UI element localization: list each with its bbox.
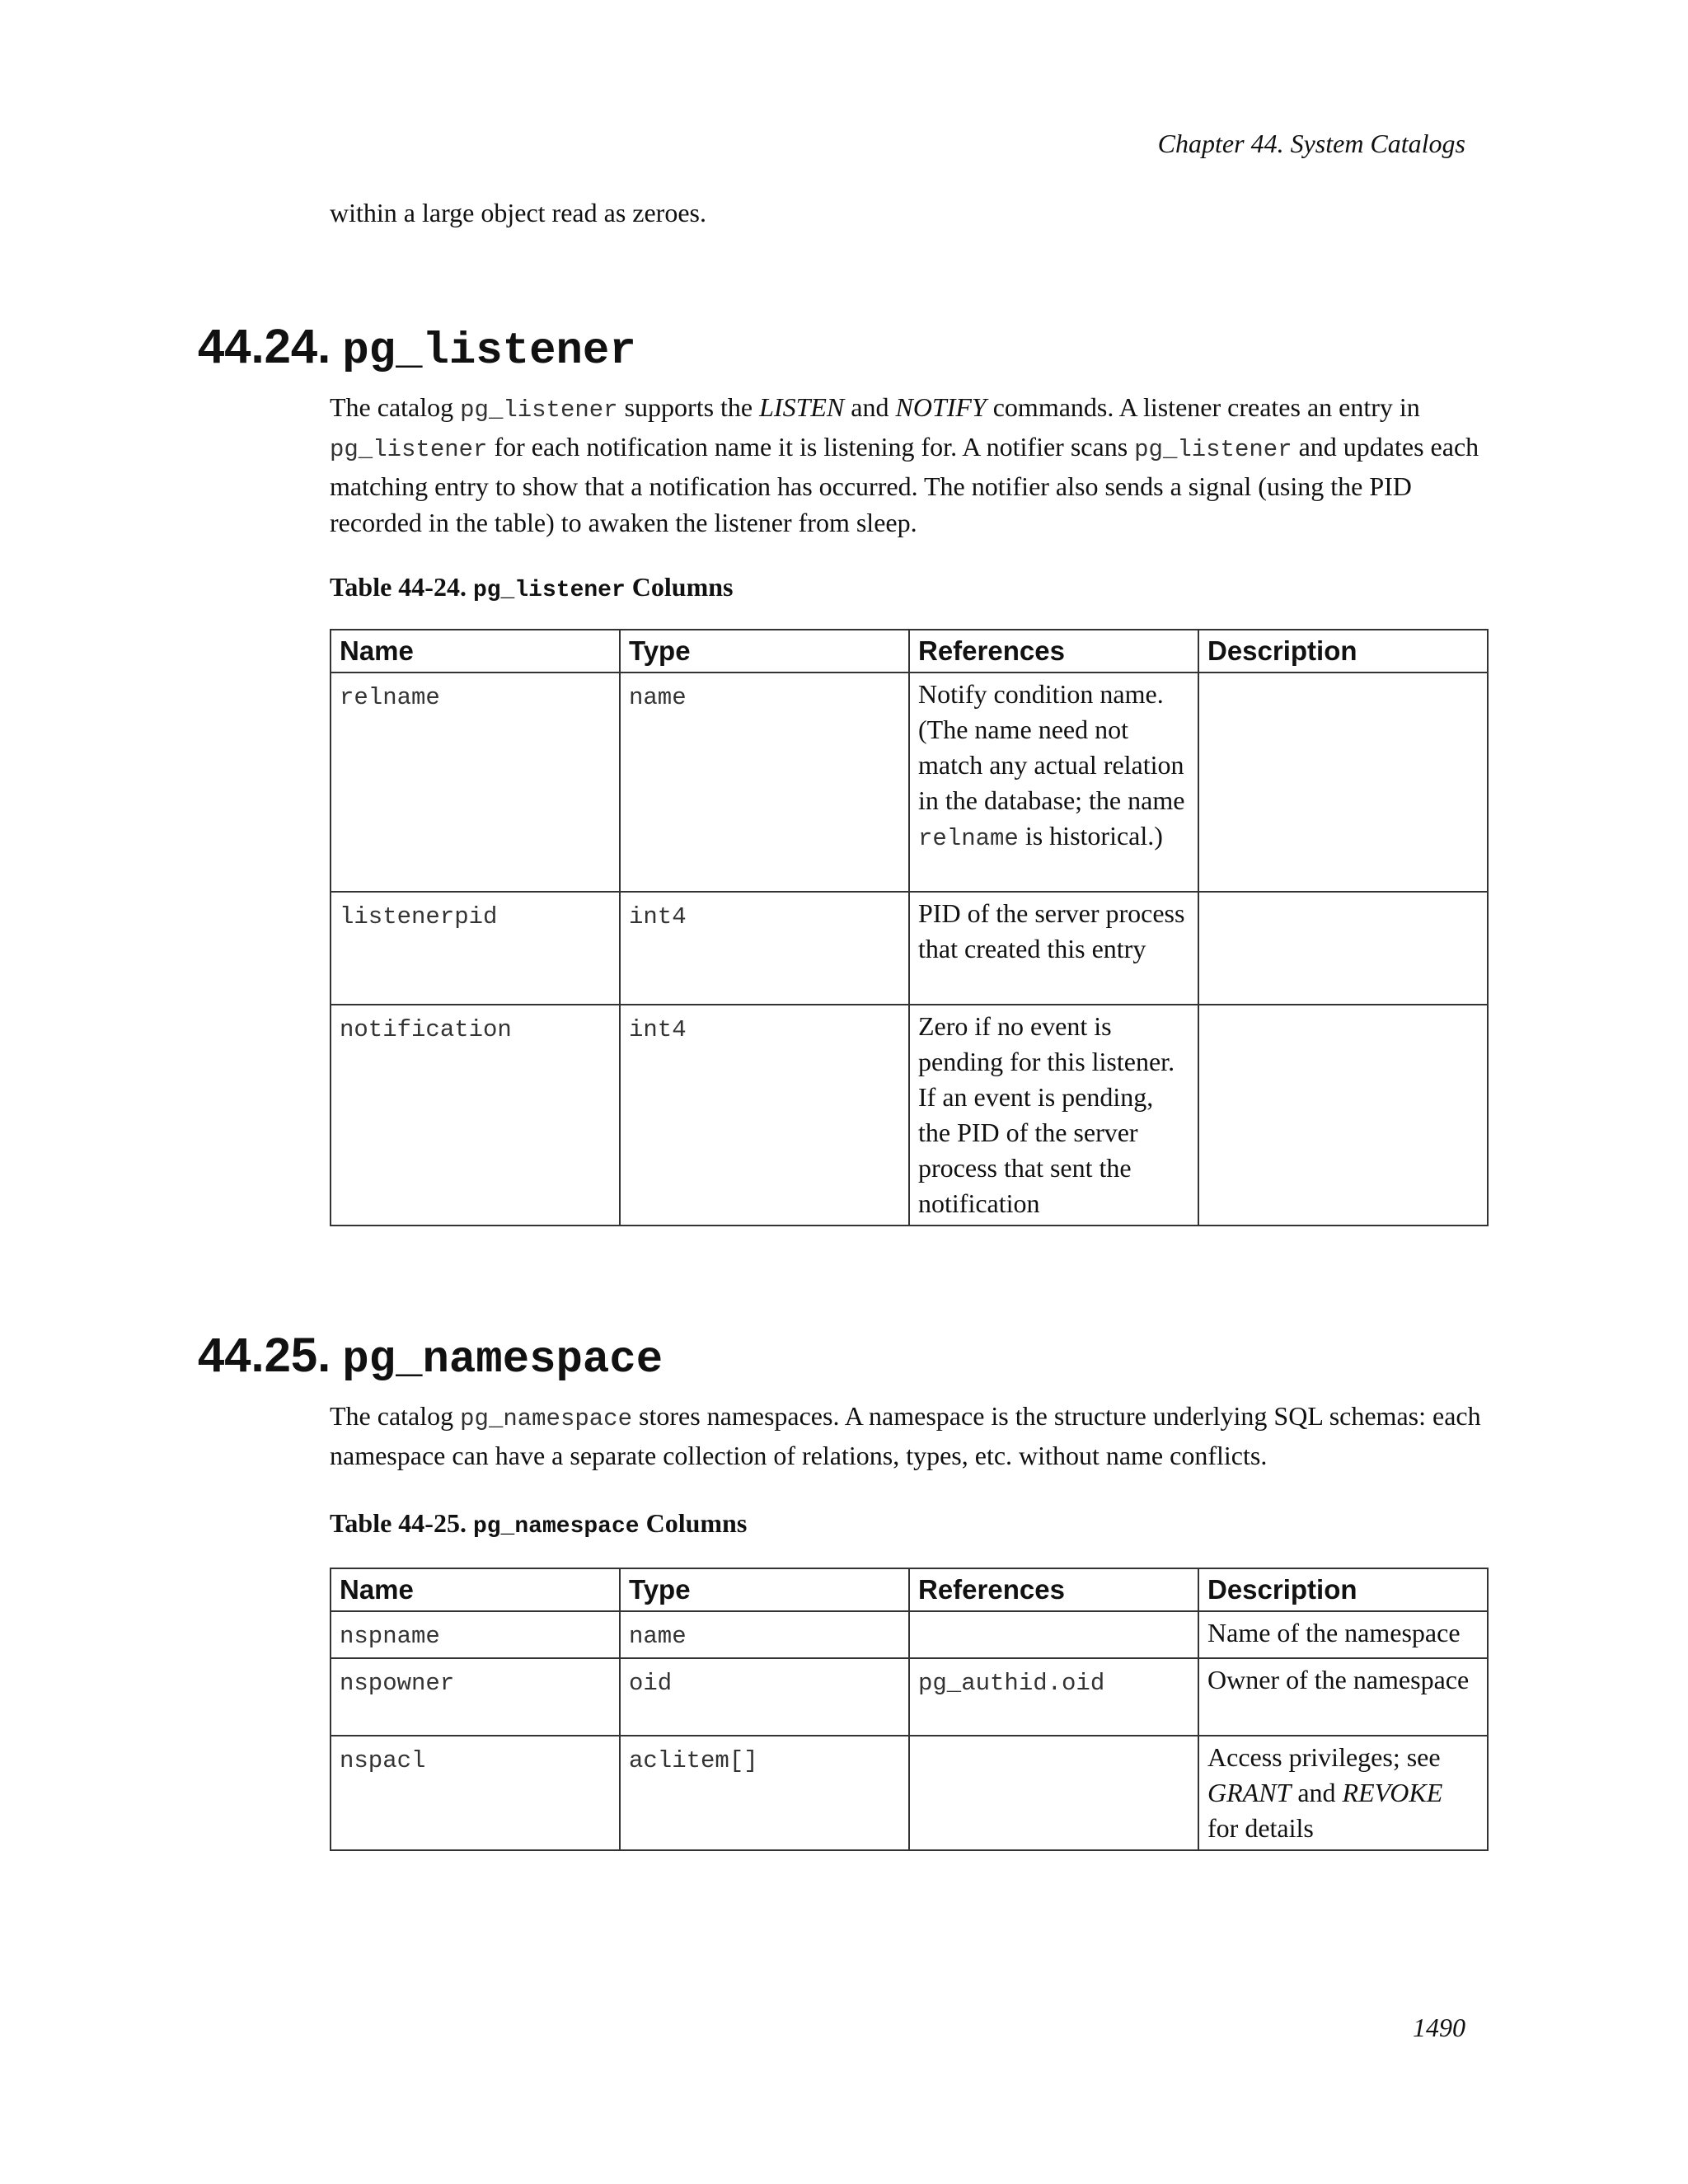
intro-text: within a large object read as zeroes. [330, 198, 706, 227]
cell-references [909, 1611, 1198, 1658]
cell-name: nspowner [331, 1658, 620, 1736]
cell-description: Name of the namespace [1198, 1611, 1488, 1658]
table-row [331, 1005, 1488, 1226]
cell-type: name [620, 1611, 909, 1658]
table-pg-listener [330, 629, 1489, 1226]
column-header-references: References [909, 630, 1198, 673]
inline-code: pg_listener [1134, 436, 1292, 463]
page-number: 1490 [1413, 2013, 1465, 2042]
section-name: pg_namespace [342, 1335, 663, 1385]
inline-code: pg_listener [330, 436, 488, 463]
table-header-row [331, 1568, 1488, 1611]
table-row [331, 673, 1488, 892]
table-header-row [331, 630, 1488, 673]
cell-description [1198, 892, 1488, 1005]
inline-code: pg_namespace [460, 1405, 632, 1432]
cell-name: nspacl [331, 1736, 620, 1850]
cell-type: int4 [620, 1005, 909, 1226]
column-header-type: Type [620, 630, 909, 673]
section-heading-pg-listener [198, 320, 636, 377]
table-pg-namespace [330, 1568, 1489, 1851]
column-header-description: Description [1198, 1568, 1488, 1611]
cell-name: listenerpid [331, 892, 620, 1005]
cell-references [909, 1736, 1198, 1850]
cell-references: PID of the server process that created this entry [909, 892, 1198, 1005]
cell-type: oid [620, 1658, 909, 1736]
column-header-references: References [909, 1568, 1198, 1611]
section-paragraph-pg-namespace: The catalog pg_namespace stores namespaces. A namespace is the structure underlying SQL schemas: each namespace can have a separate collection of relations, types, etc. without name conflicts. [330, 1401, 1481, 1470]
cell-description [1198, 1005, 1488, 1226]
section-paragraph-pg-listener: The catalog pg_listener supports the LISTEN and NOTIFY commands. A listener creates an entry in pg_listener for each notification name it is listening for. A notifier scans pg_listener and updates each matching entry to show that a notification has occurred. The notifier also sends a signal (using the PID recorded in the table) to awaken the listener from sleep. [330, 392, 1479, 537]
table-row [331, 1658, 1488, 1736]
cell-references: pg_authid.oid [909, 1658, 1198, 1736]
table-row [331, 1611, 1488, 1658]
section-number: 44.24. [198, 320, 331, 373]
cell-type: aclitem[] [620, 1736, 909, 1850]
inline-code: pg_listener [460, 396, 618, 424]
cell-references: Zero if no event is pending for this listener. If an event is pending, the PID of the server process that sent the notification [909, 1005, 1198, 1226]
cell-type: int4 [620, 892, 909, 1005]
section-heading-pg-namespace [198, 1329, 663, 1385]
running-header: Chapter 44. System Catalogs [1157, 129, 1465, 158]
column-header-name: Name [331, 630, 620, 673]
command-name: NOTIFY [895, 392, 987, 422]
cell-description [1198, 673, 1488, 892]
section-name: pg_listener [342, 326, 636, 377]
command-name: LISTEN [759, 392, 845, 422]
table-caption-pg-namespace: Table 44-25. pg_namespace Columns [330, 1508, 748, 1540]
cell-type: name [620, 673, 909, 892]
column-header-name: Name [331, 1568, 620, 1611]
cell-name: relname [331, 673, 620, 892]
cell-references: Notify condition name. (The name need not match any actual relation in the database; the name relname is historical.) [909, 673, 1198, 892]
cell-description: Owner of the namespace [1198, 1658, 1488, 1736]
table-row [331, 1736, 1488, 1850]
section-number: 44.25. [198, 1329, 331, 1382]
cell-name: notification [331, 1005, 620, 1226]
table-row [331, 892, 1488, 1005]
column-header-description: Description [1198, 630, 1488, 673]
column-header-type: Type [620, 1568, 909, 1611]
table-caption-pg-listener: Table 44-24. pg_listener Columns [330, 572, 734, 603]
cell-description: Access privileges; see GRANT and REVOKE for details [1198, 1736, 1488, 1850]
cell-name: nspname [331, 1611, 620, 1658]
